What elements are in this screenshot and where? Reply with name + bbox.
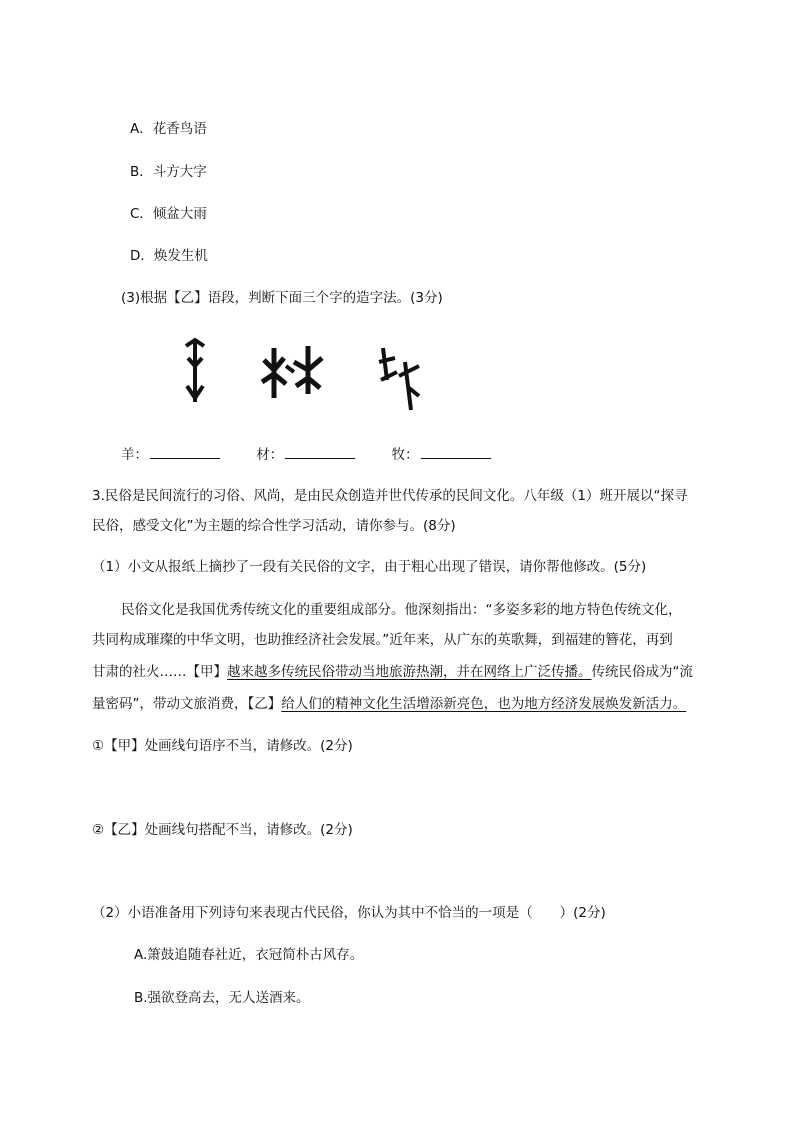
- option-d: D．焕发生机: [130, 248, 208, 264]
- passage-line3-post: 传统民俗成为“流: [591, 664, 693, 680]
- part1-prompt: （1）小文从报纸上摘抄了一段有关民俗的文字，由于粗心出现了错误，请你帮他修改。(5分): [92, 559, 647, 575]
- oracle-bone-glyphs-image: [170, 330, 440, 420]
- label-mu: 牧：: [391, 447, 419, 463]
- glyph-mu-icon: [375, 340, 425, 414]
- option-a: A．花香鸟语: [130, 121, 207, 137]
- blank-mu[interactable]: [421, 444, 491, 459]
- part2-option-b: B.强欲登高去，无人送酒来。: [134, 990, 310, 1006]
- passage-line4-pre: 量密码”，带动文旅消费，: [92, 696, 248, 712]
- passage-line4: [92, 694, 686, 714]
- tag-jia: 【甲】: [186, 664, 227, 680]
- q3-prompt: (3)根据【乙】语段，判断下面三个字的造字法。(3分): [121, 290, 443, 306]
- passage-line2: 共同构成璀璨的中华文明，也助推经济社会发展。”近年来，从广东的英歌舞，到福建的簪花，再到: [92, 632, 673, 648]
- option-b: B．斗方大字: [130, 164, 207, 180]
- glyph-yang-icon: [180, 336, 210, 408]
- sub-question-2: ②【乙】处画线句搭配不当，请修改。(2分): [92, 822, 353, 838]
- passage-line3: [92, 662, 693, 682]
- part2-prompt: （2）小语准备用下列诗句来表现古代民俗，你认为其中不恰当的一项是（ ）(2分): [92, 905, 606, 921]
- underlined-sentence-yi: 给人们的精神文化生活增添新亮色，也为地方经济发展焕发新活力。: [281, 696, 687, 712]
- underlined-sentence-jia: 越来越多传统民俗带动当地旅游热潮，并在网络上广泛传播。: [227, 664, 592, 680]
- q3-answer-line: [121, 444, 491, 465]
- passage-line3-pre: 甘肃的社火……: [92, 664, 187, 680]
- option-c: C．倾盆大雨: [130, 206, 207, 222]
- label-cai: 材：: [256, 447, 284, 463]
- section3-intro-line2: 民俗，感受文化”为主题的综合性学习活动，请你参与。(8分): [92, 518, 456, 534]
- label-yang: 羊：: [121, 447, 148, 463]
- glyph-cai-icon: [258, 342, 328, 402]
- tag-yi: 【乙】: [247, 696, 282, 712]
- blank-yang[interactable]: [150, 444, 220, 459]
- part2-option-a: A.箫鼓追随春社近，衣冠简朴古风存。: [134, 947, 364, 963]
- section3-intro-line1: 3.民俗是民间流行的习俗、风尚，是由民众创造并世代传承的民间文化。八年级（1）班开展以“探寻: [92, 488, 688, 504]
- sub-question-1: ①【甲】处画线句语序不当，请修改。(2分): [92, 738, 353, 754]
- passage-line1: 民俗文化是我国优秀传统文化的重要组成部分。他深刻指出：“多姿多彩的地方特色传统文化，: [121, 602, 682, 618]
- blank-cai[interactable]: [285, 444, 355, 459]
